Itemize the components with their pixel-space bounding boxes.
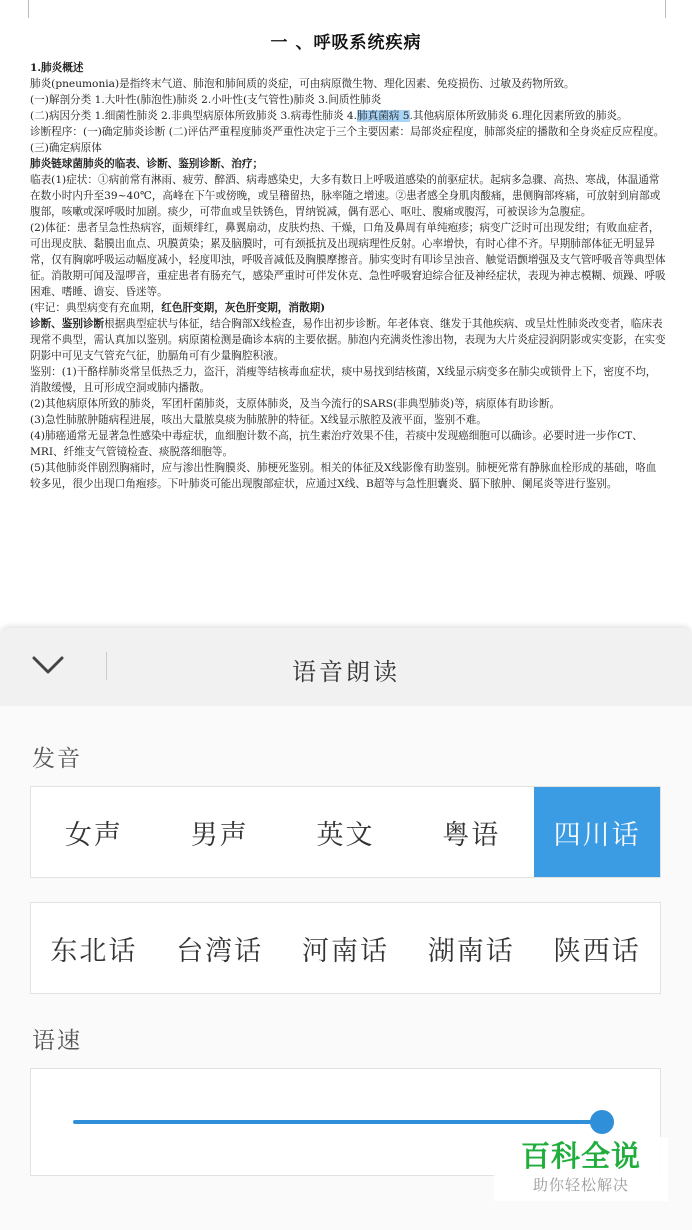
page-margin-mark-left (28, 0, 29, 18)
paragraph-signs: (2)体征：患者呈急性热病容，面颊绯红，鼻翼扇动，皮肤灼热、干燥，口角及鼻周有单纯疱疹；病变广泛时可出现发绀；有败血症者，可出现皮肤、黏膜出血点、巩膜黄染；累及脑膜时，可有颈抵抗及出现病理性反射。心率增快，有时心律不齐。早期肺部体征无明显异常，仅有胸廓呼吸运动幅度减小，轻度叩浊，呼吸音减低及胸膜摩擦音。肺实变时有叩诊呈浊音、触觉语颤增强及支气管呼吸音等典型体征。消散期可闻及湿啰音，重症患者有肠充气，感染严重时可伴发休克、急性呼吸窘迫综合征及神经症状，表现为神志模糊、烦躁、呼吸困难、嗜睡、谵妄、昏迷等。 (30, 222, 666, 298)
mnemonic-bold: 红色肝变期，灰色肝变期，消散期) (161, 302, 326, 314)
bold-heading: 肺炎链球菌肺炎的临表、诊断、鉴别诊断、治疗； (30, 158, 264, 170)
voice-row-1 (30, 786, 661, 878)
paragraph-differential-1: 鉴别：(1)干酪样肺炎常呈低热乏力，盗汗，消瘦等结核毒血症状，痰中易找到结核菌，X线显示病变多在肺尖或锁骨上下，密度不均，消散缓慢，且可形成空洞或肺内播散。 (30, 366, 657, 394)
speed-slider-thumb[interactable] (590, 1110, 614, 1134)
watermark-logo: 百科全说 (520, 1139, 641, 1173)
document-title: 一 、呼吸系统疾病 (270, 33, 422, 53)
panel-title: 语音朗读 (292, 658, 400, 686)
voice-option-english[interactable]: 英文 (316, 819, 375, 851)
paragraph-anatomy: (一)解剖分类 1.大叶性(肺泡性)肺炎 2.小叶性(支气管性)肺炎 3.间质性肺炎 (30, 94, 382, 106)
voice-option-taiwan[interactable]: 台湾话 (176, 935, 264, 967)
document-body (30, 60, 666, 492)
paragraph-etiology (30, 108, 666, 124)
paragraph-clinical: 临表(1)症状：①病前常有淋雨、疲劳、醉酒、病毒感染史，大多有数日上呼吸道感染的前驱症状。起病多急骤、高热、寒战，体温通常在数小时内升至39~40℃，高峰在下午或傍晚，或呈稽留热，脉率随之增速。②患者感全身肌肉酸痛，患侧胸部疼痛，可放射到肩部或腹部，咳嗽或深呼吸时加剧。痰少，可带血或呈铁锈色，胃纳锐减，偶有恶心、呕吐、腹痛或腹泻，可被误诊为急腹症。 (30, 174, 661, 218)
section-heading: 1.肺炎概述 (30, 62, 84, 74)
etiology-text-post: .其他病原体所致肺炎 6.理化因素所致的肺炎。 (409, 110, 628, 122)
page-margin-mark-right (665, 0, 666, 18)
paragraph-differential-4: (4)肺癌通常无显著急性感染中毒症状，血细胞计数不高，抗生素治疗效果不佳，若痰中发现癌细胞可以确诊。必要时进一步作CT、MRI、纤维支气管镜检查、痰脱落细胞等。 (30, 430, 643, 458)
voice-option-hunan[interactable]: 湖南话 (427, 935, 515, 967)
pronunciation-label: 发音 (32, 746, 82, 772)
voice-option-sichuan[interactable]: 四川话 (534, 787, 660, 877)
paragraph-diagnosis (30, 316, 666, 364)
voice-option-male[interactable]: 男声 (190, 819, 249, 851)
paragraph-differential-3: (3)急性肺脓肿随病程进展，咳出大量脓臭痰为肺脓肿的特征。X线显示脓腔及液平面，鉴别不难。 (30, 414, 487, 426)
paragraph-mnemonic (30, 300, 666, 316)
paragraph-differential-5: (5)其他肺炎伴剧烈胸痛时，应与渗出性胸膜炎、肺梗死鉴别。相关的体征及X线影像有助鉴别。肺梗死常有静脉血栓形成的基础，咯血较多见，很少出现口角疱疹。下叶肺炎可能出现腹部症状，应通过X线、B超等与急性胆囊炎、膈下脓肿、阑尾炎等进行鉴别。 (30, 462, 657, 490)
watermark-tagline: 助你轻松解决 (532, 1176, 629, 1194)
paragraph-differential-2: (2)其他病原体所致的肺炎，军团杆菌肺炎，支原体肺炎，及当今流行的SARS(非典型肺炎)等，病原体有助诊断。 (30, 398, 561, 410)
reading-highlight: 肺真菌病 5 (357, 110, 410, 122)
voice-option-female[interactable]: 女声 (64, 819, 123, 851)
watermark (494, 1137, 668, 1201)
speed-label: 语速 (32, 1028, 82, 1054)
voice-option-northeast[interactable]: 东北话 (50, 935, 138, 967)
etiology-text-pre: (二)病因分类 1.细菌性肺炎 2.非典型病原体所致肺炎 3.病毒性肺炎 4. (30, 110, 358, 122)
mnemonic-text: (牢记：典型病变有充血期， (30, 302, 162, 314)
diagnosis-heading: 诊断、鉴别诊断 (30, 318, 105, 330)
paragraph-definition: 肺炎(pneumonia)是指终末气道、肺泡和肺间质的炎症，可由病原微生物、理化因素、免疫损伤、过敏及药物所致。 (30, 78, 575, 90)
diagnosis-text: 根据典型症状与体征，结合胸部X线检查，易作出初步诊断。年老体衰、继发于其他疾病、或呈灶性肺炎改变者，临床表现常不典型，需认真加以鉴别。病原菌检测是确诊本病的主要依据。肺泡内充满炎性渗出物，表现为大片炎症浸润阴影或实变影，在实变阴影中可见支气管充气征，肋膈角可有少量胸腔积液。 (30, 318, 666, 362)
voice-option-shaanxi[interactable]: 陕西话 (553, 935, 641, 967)
voice-option-henan[interactable]: 河南话 (301, 935, 389, 967)
voice-option-cantonese[interactable]: 粤语 (442, 819, 501, 851)
panel-header (0, 628, 692, 706)
paragraph-diagnosis-steps: 诊断程序：(一)确定肺炎诊断 (二)评估严重程度肺炎严重性决定于三个主要因素：局部炎症程度，肺部炎症的播散和全身炎症反应程度。(三)确定病原体 (30, 126, 665, 154)
voice-row-2 (30, 902, 661, 994)
speed-slider-track[interactable] (73, 1120, 603, 1124)
